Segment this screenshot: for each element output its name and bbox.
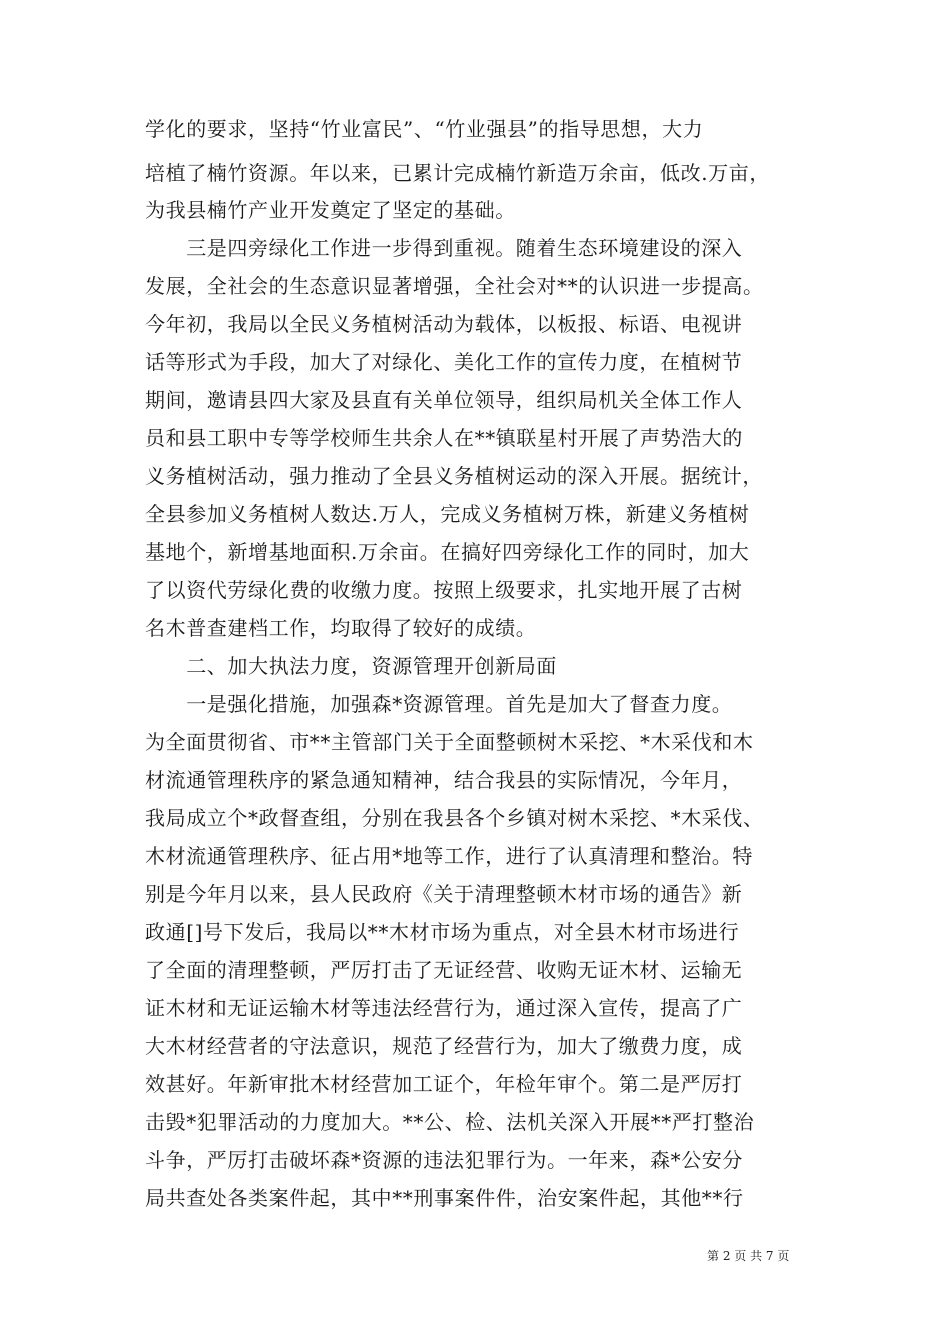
text-line: 证木材和无证运输木材等违法经营行为，通过深入宣传，提高了广 — [145, 996, 743, 1020]
text-line: 话等形式为手段，加大了对绿化、美化工作的宣传力度，在植树节 — [145, 350, 743, 374]
text-line: 期间，邀请县四大家及县直有关单位领导，组织局机关全体工作人 — [145, 388, 743, 412]
page-number: 第 2 页 共 7 页 — [707, 1249, 790, 1263]
text-line: 今年初，我局以全民义务植树活动为载体，以板报、标语、电视讲 — [145, 312, 743, 336]
text-line: 为我县楠竹产业开发奠定了坚定的基础。 — [145, 198, 516, 222]
text-line: 政通[]号下发后，我局以**木材市场为重点，对全县木材市场进行 — [145, 920, 740, 944]
text-line: 学化的要求，坚持“竹业富民”、“竹业强县”的指导思想，大力 — [145, 117, 704, 141]
text-line: 义务植树活动，强力推动了全县义务植树运动的深入开展。据统计， — [145, 464, 763, 488]
text-line: 了以资代劳绿化费的收缴力度。按照上级要求，扎实地开展了古树 — [145, 578, 743, 602]
text-line: 别是今年月以来，县人民政府《关于清理整顿木材市场的通告》新 — [145, 882, 743, 906]
text-line: 木材流通管理秩序、征占用*地等工作，进行了认真清理和整治。特 — [145, 844, 753, 868]
text-line: 基地个，新增基地面积.万余亩。在搞好四旁绿化工作的同时，加大 — [145, 540, 750, 564]
text-line: 材流通管理秩序的紧急通知精神，结合我县的实际情况，今年月， — [145, 768, 743, 792]
text-line: 局共查处各类案件起，其中**刑事案件件，治安案件起，其他**行 — [145, 1186, 744, 1210]
text-line: 为全面贯彻省、市**主管部门关于全面整顿树木采挖、*木采伐和木 — [145, 730, 754, 754]
text-line: 三是四旁绿化工作进一步得到重视。随着生态环境建设的深入 — [145, 236, 743, 260]
text-line: 培植了楠竹资源。年以来，已累计完成楠竹新造万余亩，低改.万亩， — [145, 161, 770, 185]
text-line: 名木普查建档工作，均取得了较好的成绩。 — [145, 616, 537, 640]
text-line: 击毁*犯罪活动的力度加大。**公、检、法机关深入开展**严打整治 — [145, 1110, 755, 1134]
text-line: 效甚好。年新审批木材经营加工证个，年检年审个。第二是严厉打 — [145, 1072, 743, 1096]
text-line: 我局成立个*政督查组，分别在我县各个乡镇对树木采挖、*木采伐、 — [145, 806, 764, 830]
text-line: 了全面的清理整顿，严厉打击了无证经营、收购无证木材、运输无 — [145, 958, 743, 982]
text-line: 大木材经营者的守法意识，规范了经营行为，加大了缴费力度，成 — [145, 1034, 743, 1058]
text-line: 斗争，严厉打击破坏森*资源的违法犯罪行为。一年来，森*公安分 — [145, 1148, 743, 1172]
text-line: 一是强化措施，加强森*资源管理。首先是加大了督查力度。 — [145, 692, 733, 716]
text-line: 发展，全社会的生态意识显著增强，全社会对**的认识进一步提高。 — [145, 274, 764, 298]
text-line: 员和县工职中专等学校师生共余人在**镇联星村开展了声势浩大的 — [145, 426, 743, 450]
section-heading: 二、加大执法力度，资源管理开创新局面 — [145, 654, 557, 678]
text-line: 全县参加义务植树人数达.万人，完成义务植树万株，新建义务植树 — [145, 502, 750, 526]
